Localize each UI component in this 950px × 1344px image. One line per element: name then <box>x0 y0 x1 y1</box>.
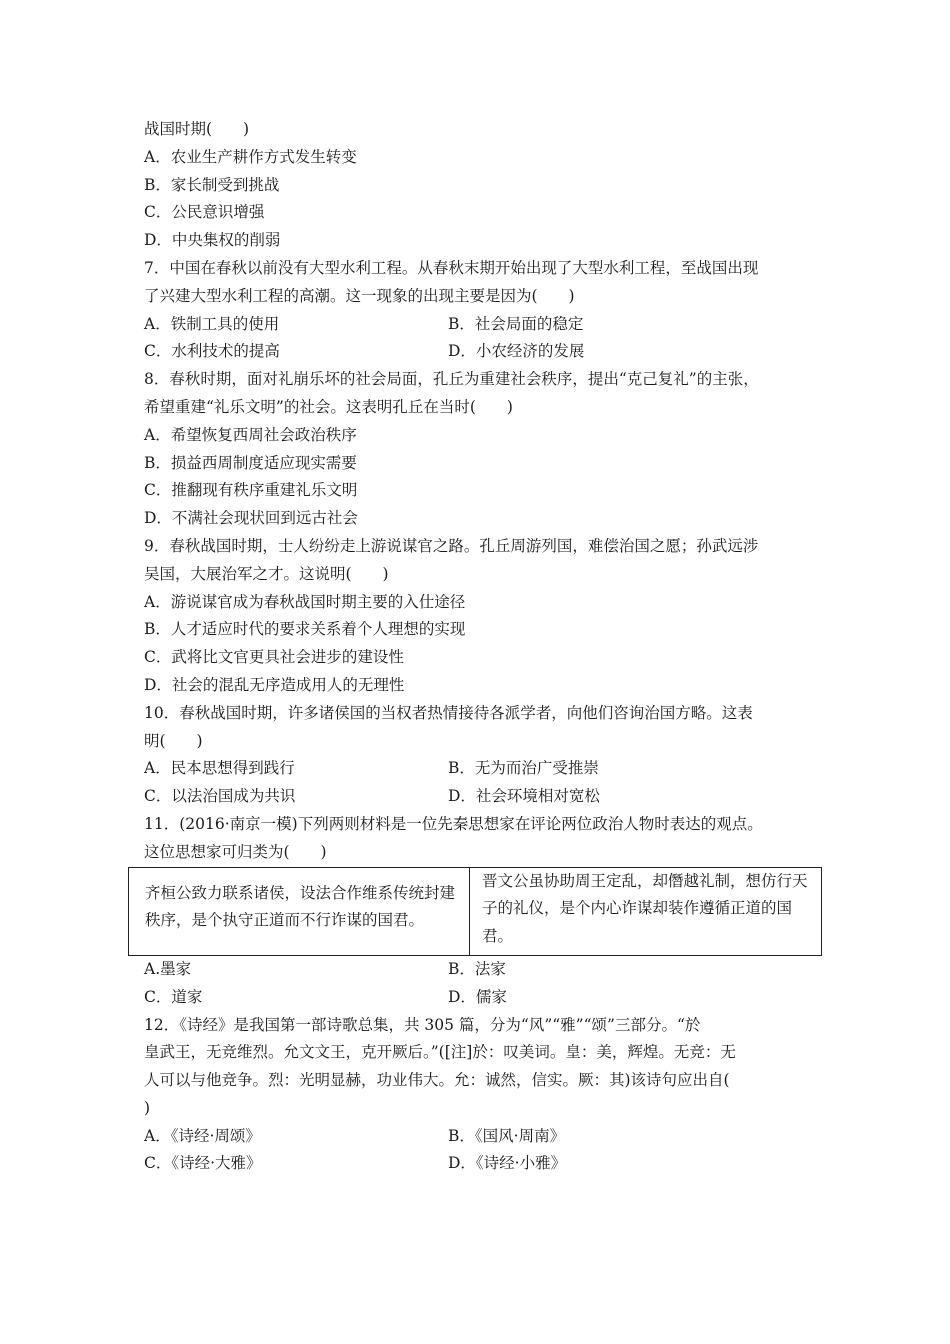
material-table-right-cell: 晋文公虽协助周王定乱，却僭越礼制，想仿行天子的礼仪，是个内心诈谋却装作遵循正道的国君。 <box>482 871 808 946</box>
q8-option-c: C．推翻现有秩序重建礼乐文明 <box>144 481 358 500</box>
q7-option-a: A．铁制工具的使用 <box>144 314 280 333</box>
q12-option-b: B．《国风·周南》 <box>448 1126 566 1145</box>
q6-option-a: A．农业生产耕作方式发生转变 <box>144 147 357 166</box>
q8-option-d: D．不满社会现状回到远古社会 <box>144 509 358 528</box>
q11-options-row-1 <box>144 956 824 984</box>
q11-option-d: D．儒家 <box>448 987 507 1006</box>
q10-option-a: A．民本思想得到践行 <box>144 759 295 778</box>
question-8-stem-line-1: 8．春秋时期，面对礼崩乐坏的社会局面，孔丘为重建社会秩序，提出“克己复礼”的主张， <box>144 370 759 389</box>
q8-option-b: B．损益西周制度适应现实需要 <box>144 453 357 472</box>
q10-option-c: C．以法治国成为共识 <box>144 787 296 806</box>
q12-option-c: C．《诗经·大雅》 <box>144 1154 262 1173</box>
q10-option-d: D．社会环境相对宽松 <box>448 787 600 806</box>
question-11-stem-line-1: 11．(2016·南京一模)下列两则材料是一位先秦思想家在评论两位政治人物时表达的观点。 <box>144 814 763 833</box>
question-9-stem-line-2: 吴国，大展治军之才。这说明( ) <box>144 564 389 583</box>
question-8-stem-line-2: 希望重建“礼乐文明”的社会。这表明孔丘在当时( ) <box>144 397 513 416</box>
q9-option-a: A．游说谋官成为春秋战国时期主要的入仕途径 <box>144 592 466 611</box>
question-11-stem-line-2: 这位思想家可归类为( ) <box>144 842 327 861</box>
q6-option-b: B．家长制受到挑战 <box>144 175 280 194</box>
q11-option-c: C．道家 <box>144 987 203 1006</box>
q6-option-c: C．公民意识增强 <box>144 203 265 222</box>
q11-option-b: B．法家 <box>448 959 506 978</box>
q12-option-a: A．《诗经·周颂》 <box>144 1126 261 1145</box>
q10-options-row-1 <box>144 755 824 783</box>
q7-options-row-1 <box>144 311 824 339</box>
question-9-stem-line-1: 9．春秋战国时期，士人纷纷走上游说谋官之路。孔丘周游列国，难偿治国之愿；孙武远涉 <box>144 536 759 555</box>
q7-option-b: B．社会局面的稳定 <box>448 314 584 333</box>
q7-option-c: C．水利技术的提高 <box>144 342 280 361</box>
q7-options-row-2 <box>144 338 824 366</box>
question-7-stem-line-1: 7．中国在春秋以前没有大型水利工程。从春秋末期开始出现了大型水利工程，至战国出现 <box>144 258 759 277</box>
question-12-stem-line-1: 12．《诗经》是我国第一部诗歌总集，共 305 篇，分为“风”“雅”“颂”三部分。“於 <box>144 1015 701 1034</box>
q11-option-a: A.墨家 <box>144 959 192 978</box>
q9-option-c: C．武将比文官更具社会进步的建设性 <box>144 648 404 667</box>
question-6-stem: 战国时期( ) <box>144 120 250 138</box>
q6-option-d: D．中央集权的削弱 <box>144 231 281 250</box>
q11-options-row-2 <box>144 984 824 1012</box>
material-table-left-cell: 齐桓公致力联系诸侯，设法合作维系传统封建秩序，是个执守正道而不行诈谋的国君。 <box>129 868 470 955</box>
question-12-stem-line-4: ) <box>144 1098 151 1117</box>
q7-option-d: D．小农经济的发展 <box>448 342 585 361</box>
q10-option-b: B．无为而治广受推崇 <box>448 759 599 778</box>
q12-options-row-2 <box>144 1150 824 1178</box>
q9-option-b: B．人才适应时代的要求关系着个人理想的实现 <box>144 620 466 639</box>
question-12-stem-line-2: 皇武王，无竞维烈。允文文王，克开厥后。”([注]於：叹美词。皇：美，辉煌。无竞：无 <box>144 1043 736 1062</box>
question-12-stem-line-3: 人可以与他竞争。烈：光明显赫，功业伟大。允：诚然，信实。厥：其)该诗句应出自( <box>144 1071 730 1090</box>
material-table <box>128 867 822 956</box>
q8-option-a: A．希望恢复西周社会政治秩序 <box>144 425 357 444</box>
question-10-stem-line-1: 10．春秋战国时期，许多诸侯国的当权者热情接待各派学者，向他们咨询治国方略。这表 <box>144 703 753 722</box>
exam-page <box>144 116 824 1178</box>
q12-option-d: D．《诗经·小雅》 <box>448 1154 567 1173</box>
q12-options-row-1 <box>144 1123 824 1151</box>
question-7-stem-line-2: 了兴建大型水利工程的高潮。这一现象的出现主要是因为( ) <box>144 286 575 305</box>
question-10-stem-line-2: 明( ) <box>144 731 203 750</box>
q9-option-d: D．社会的混乱无序造成用人的无理性 <box>144 675 405 694</box>
q10-options-row-2 <box>144 783 824 811</box>
